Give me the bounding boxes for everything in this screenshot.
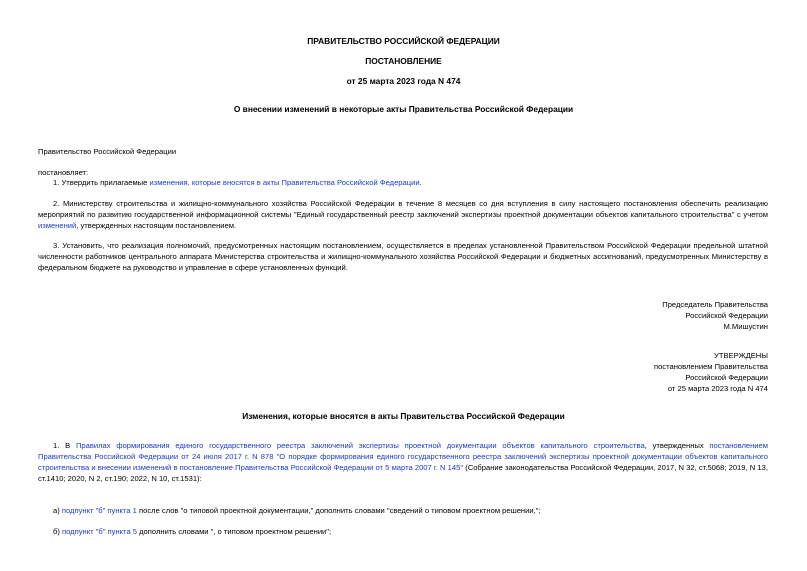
- preamble: Правительство Российской Федерации: [38, 147, 177, 156]
- item-3: [38, 240, 768, 273]
- subitem-a-suffix: после слов "о типовой проектной документации," дополнить словами "сведений о типовом проектном решении,";: [136, 506, 541, 515]
- changes-subitem-b: [53, 526, 331, 537]
- item-2-suffix: , утвержденных настоящим постановлением.: [76, 221, 237, 230]
- item-2-text: 2. Министерству строительства и жилищно-коммунального хозяйства Российской Федерации в течение 8 месяцев со дня вступления в силу настоящего постановления обеспечить реализацию мероприятий по развитию государственной информационной системы "Единый государственный реестр заключений экспертизы проектной документации объектов капитального строительства" с учетом: [38, 199, 768, 219]
- approval-stamp: УТВЕРЖДЕНЫ: [714, 351, 768, 360]
- signature-position: Председатель Правительства: [662, 300, 768, 309]
- changes-title: Изменения, которые вносятся в акты Правительства Российской Федерации: [242, 411, 565, 421]
- signature-name: М.Мишустин: [723, 322, 768, 331]
- subitem-b-suffix: дополнить словами ", о типовом проектном решении";: [137, 527, 332, 536]
- item-1-suffix: .: [419, 178, 422, 187]
- document-title: О внесении изменений в некоторые акты Правительства Российской Федерации: [233, 104, 574, 114]
- rules-link[interactable]: Правилах формирования единого государственного реестра заключений экспертизы проектной документации объектов капитального строительства: [75, 441, 645, 450]
- item-2-changes-link[interactable]: изменений: [38, 221, 77, 230]
- changes-paragraph-1: [38, 440, 768, 484]
- changes-p1-suffix: (Собрание законодательства Российской Федерации, 2017, N 32, ст.5068; 2019, N 13, ст.1410; 2020, N 2, ст.190; 2022, N 10, ст.1531):: [38, 463, 768, 483]
- changes-p1-prefix: 1. В: [53, 441, 76, 450]
- item-1: [53, 177, 422, 188]
- approval-authority: постановлением Правительства: [653, 362, 768, 371]
- document-type-heading: ПОСТАНОВЛЕНИЕ: [365, 56, 442, 66]
- item-3-text: 3. Установить, что реализация полномочий, предусмотренных настоящим постановлением, осуществляется в пределах установленной Правительством Российской Федерации предельной штатной численности работников центрального аппарата Министерства строительства и жилищно-коммунального хозяйства Российской Федерации и бюджетных ассигнований, предусмотренных Министерству в федеральном бюджете на руководство и управление в сфере установленных функций.: [38, 241, 768, 272]
- subitem-b-link[interactable]: подпункт "б" пункта 5: [62, 527, 138, 536]
- resolution-878-link[interactable]: постановлением Правительства Российской Федерации от 24 июля 2017 г. N 878 "О порядке формирования единого государственного реестра заключений экспертизы проектной документации объектов капитального строительства и внесении изменений в постановление Правительства Российской Федерации от 5 марта 2007 г. N 145": [38, 441, 768, 472]
- date-number-heading: от 25 марта 2023 года N 474: [346, 76, 461, 86]
- subitem-a-link[interactable]: подпункт "б" пункта 1: [61, 506, 137, 515]
- approval-date: от 25 марта 2023 года N 474: [667, 384, 768, 393]
- item-2: [38, 198, 768, 231]
- signature-country: Российской Федерации: [685, 311, 768, 320]
- approval-country: Российской Федерации: [685, 373, 768, 382]
- authority-heading: ПРАВИТЕЛЬСТВО РОССИЙСКОЙ ФЕДЕРАЦИИ: [307, 36, 500, 46]
- subitem-b-prefix: б): [53, 527, 62, 536]
- resolves-text: постановляет:: [38, 168, 89, 177]
- item-1-prefix: 1. Утвердить прилагаемые: [53, 178, 150, 187]
- changes-p1-mid: , утвержденных: [644, 441, 710, 450]
- changes-subitem-a: [53, 505, 541, 516]
- subitem-a-prefix: а): [53, 506, 62, 515]
- item-1-changes-link[interactable]: изменения, которые вносятся в акты Правительства Российской Федерации: [149, 178, 420, 187]
